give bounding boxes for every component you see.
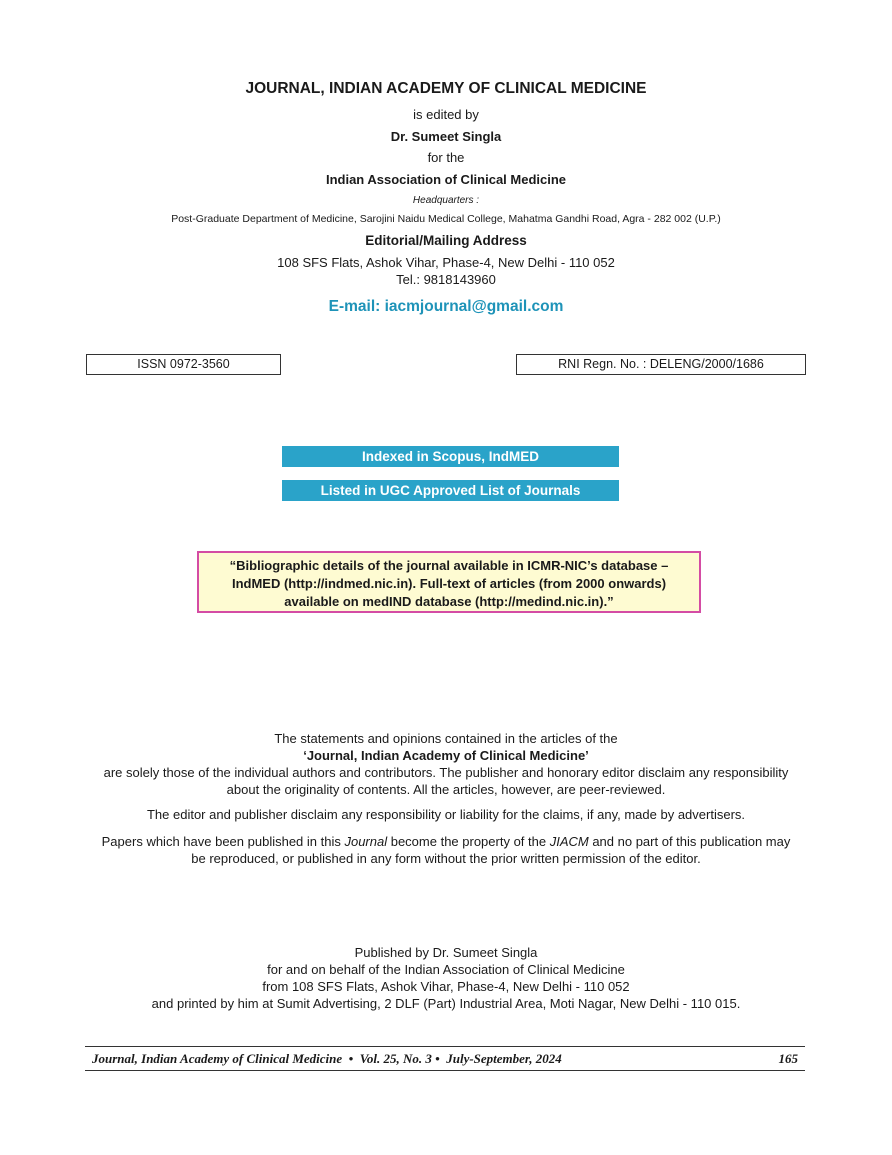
copyright-jiacm: JIACM [549, 834, 589, 849]
footer-page-number: 165 [778, 1051, 798, 1066]
bibliographic-line: available on medIND database (http://medind.nic.in).” [284, 594, 614, 609]
copyright-line: be reproduced, or published in any form without the prior written permission of the editor. [191, 851, 701, 866]
copyright-text: become the property of the [387, 834, 550, 849]
publisher-line: and printed by him at Sumit Advertising, 2 DLF (Part) Industrial Area, Moti Nagar, New Delhi - 110 015. [151, 996, 741, 1011]
advertiser-disclaimer: The editor and publisher disclaim any responsibility or liability for the claims, if any, made by advertisers. [146, 807, 746, 822]
copyright-text: and no part of this publication may [588, 834, 791, 849]
indexed-banner: Indexed in Scopus, IndMED [282, 446, 619, 467]
disclaimer-line: are solely those of the individual authors and contributors. The publisher and honorary editor disclaim any responsibility [103, 765, 789, 780]
footer-running-title: Journal, Indian Academy of Clinical Medicine • Vol. 25, No. 3 • July-September, 2024 [92, 1051, 562, 1066]
disclaimer-journal-name: ‘Journal, Indian Academy of Clinical Medicine’ [303, 748, 589, 763]
disclaimer-paragraph [80, 730, 812, 798]
publisher-line: from 108 SFS Flats, Ashok Vihar, Phase-4, New Delhi - 110 052 [262, 979, 630, 994]
footer-rule-bottom [85, 1070, 805, 1071]
email-address: E-mail: iacmjournal@gmail.com [328, 298, 564, 315]
copyright-journal: Journal [344, 834, 388, 849]
issn-box: ISSN 0972-3560 [86, 354, 281, 375]
headquarters-address: Post-Graduate Department of Medicine, Sarojini Naidu Medical College, Mahatma Gandhi Road, Agra - 282 002 (U.P.) [171, 213, 721, 225]
journal-title: JOURNAL, INDIAN ACADEMY OF CLINICAL MEDICINE [245, 80, 647, 97]
publisher-line: for and on behalf of the Indian Association of Clinical Medicine [267, 962, 625, 977]
running-footer [92, 1051, 798, 1068]
copyright-paragraph [80, 833, 812, 867]
bibliographic-notice [197, 551, 701, 613]
publisher-line: Published by Dr. Sumeet Singla [354, 945, 538, 960]
headquarters-label: Headquarters : [412, 195, 480, 206]
bibliographic-line: “Bibliographic details of the journal available in ICMR-NIC’s database – [229, 558, 669, 573]
rni-box: RNI Regn. No. : DELENG/2000/1686 [516, 354, 806, 375]
copyright-line [80, 833, 812, 850]
association-name: Indian Association of Clinical Medicine [325, 172, 567, 187]
mailing-heading: Editorial/Mailing Address [365, 233, 527, 248]
mailing-address: 108 SFS Flats, Ashok Vihar, Phase-4, New Delhi - 110 052 [277, 255, 615, 270]
bibliographic-line: IndMED (http://indmed.nic.in). Full-text of articles (from 2000 onwards) [231, 576, 667, 591]
disclaimer-line: about the originality of contents. All the articles, however, are peer-reviewed. [226, 782, 666, 797]
for-the-text: for the [427, 150, 465, 165]
disclaimer-line: The statements and opinions contained in the articles of the [274, 731, 618, 746]
publisher-block [0, 944, 892, 1012]
telephone: Tel.: 9818143960 [396, 272, 496, 287]
ugc-banner: Listed in UGC Approved List of Journals [282, 480, 619, 501]
footer-rule-top [85, 1046, 805, 1047]
editor-name: Dr. Sumeet Singla [390, 129, 502, 144]
copyright-text: Papers which have been published in this [101, 834, 345, 849]
edited-by-text: is edited by [413, 107, 479, 122]
